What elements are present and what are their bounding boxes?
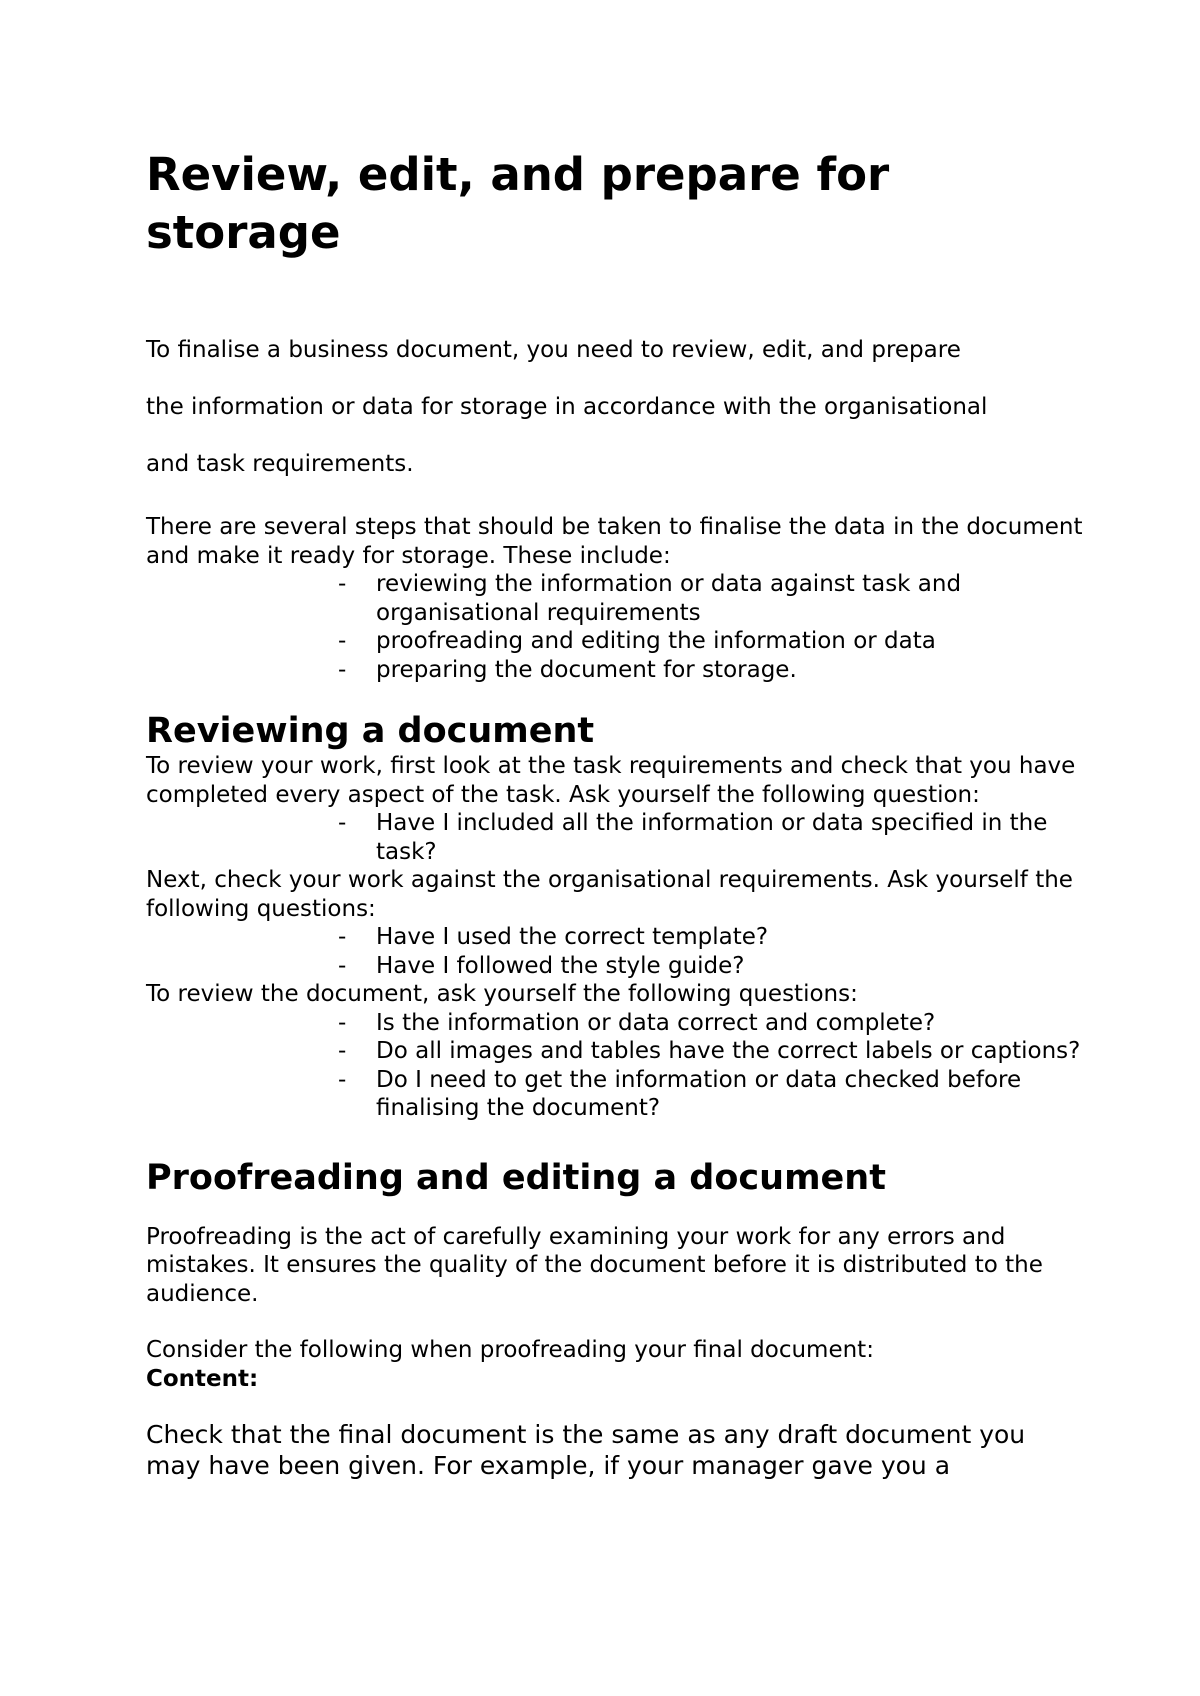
dash-bullet-icon: - [338, 1009, 347, 1036]
content-text: Check that the final document is the same as any draft document you may have been given. For example, if your manager gave you a [146, 1420, 1026, 1480]
dash-bullet-icon: - [338, 571, 347, 597]
list-item: - reviewing the information or data against task and organisational requirements [338, 571, 962, 626]
dash-bullet-icon: - [338, 1066, 347, 1093]
steps-intro: There are several steps that should be taken to finalise the data in the document and make it ready for storage. These include: [146, 514, 1083, 569]
org-questions-list [146, 923, 1086, 980]
document-title: Review, edit, and prepare for storage [146, 148, 890, 259]
dash-bullet-icon: - [338, 810, 347, 836]
proofreading-definition: Proofreading is the act of carefully examining your work for any errors and mistakes. It ensures the quality of the document before it is distributed to the audience. [146, 1223, 1043, 1307]
proofreading-heading: Proofreading and editing a document [146, 1157, 886, 1198]
dash-bullet-icon: - [338, 952, 347, 979]
proofreading-consider: Consider the following when proofreading your final document: [146, 1337, 874, 1363]
intro-line: and task requirements. [146, 451, 414, 477]
doc-questions-list [146, 1009, 1086, 1123]
list-item: - preparing the document for storage. [338, 656, 797, 683]
intro-line: To finalise a business document, you need to review, edit, and prepare [146, 337, 961, 363]
list-item: - Do I need to get the information or data checked before finalising the document? [338, 1066, 1022, 1121]
org-intro: Next, check your work against the organisational requirements. Ask yourself the following questions: [146, 867, 1073, 922]
list-item: - Have I followed the style guide? [338, 952, 745, 979]
steps-list [146, 570, 1086, 684]
list-item: - Have I used the correct template? [338, 924, 769, 950]
list-item: - Is the information or data correct and complete? [338, 1009, 936, 1036]
dash-bullet-icon: - [338, 656, 347, 683]
dash-bullet-icon: - [338, 924, 347, 950]
intro-paragraph [146, 322, 1086, 493]
dash-bullet-icon: - [338, 1038, 347, 1064]
dash-bullet-icon: - [338, 628, 347, 654]
list-item: - Have I included all the information or data specified in the task? [338, 810, 1048, 865]
doc-intro: To review the document, ask yourself the following questions: [146, 981, 858, 1007]
list-item: - proofreading and editing the information or data [338, 628, 936, 654]
intro-line: the information or data for storage in accordance with the organisational [146, 394, 988, 420]
task-questions-list [146, 809, 1086, 866]
list-item: - Do all images and tables have the correct labels or captions? [338, 1038, 1081, 1064]
reviewing-intro: To review your work, first look at the task requirements and check that you have completed every aspect of the task. Ask yourself the following question: [146, 753, 1076, 808]
content-label: Content: [146, 1365, 259, 1392]
reviewing-heading: Reviewing a document [146, 711, 595, 751]
document-page [146, 146, 1086, 1481]
